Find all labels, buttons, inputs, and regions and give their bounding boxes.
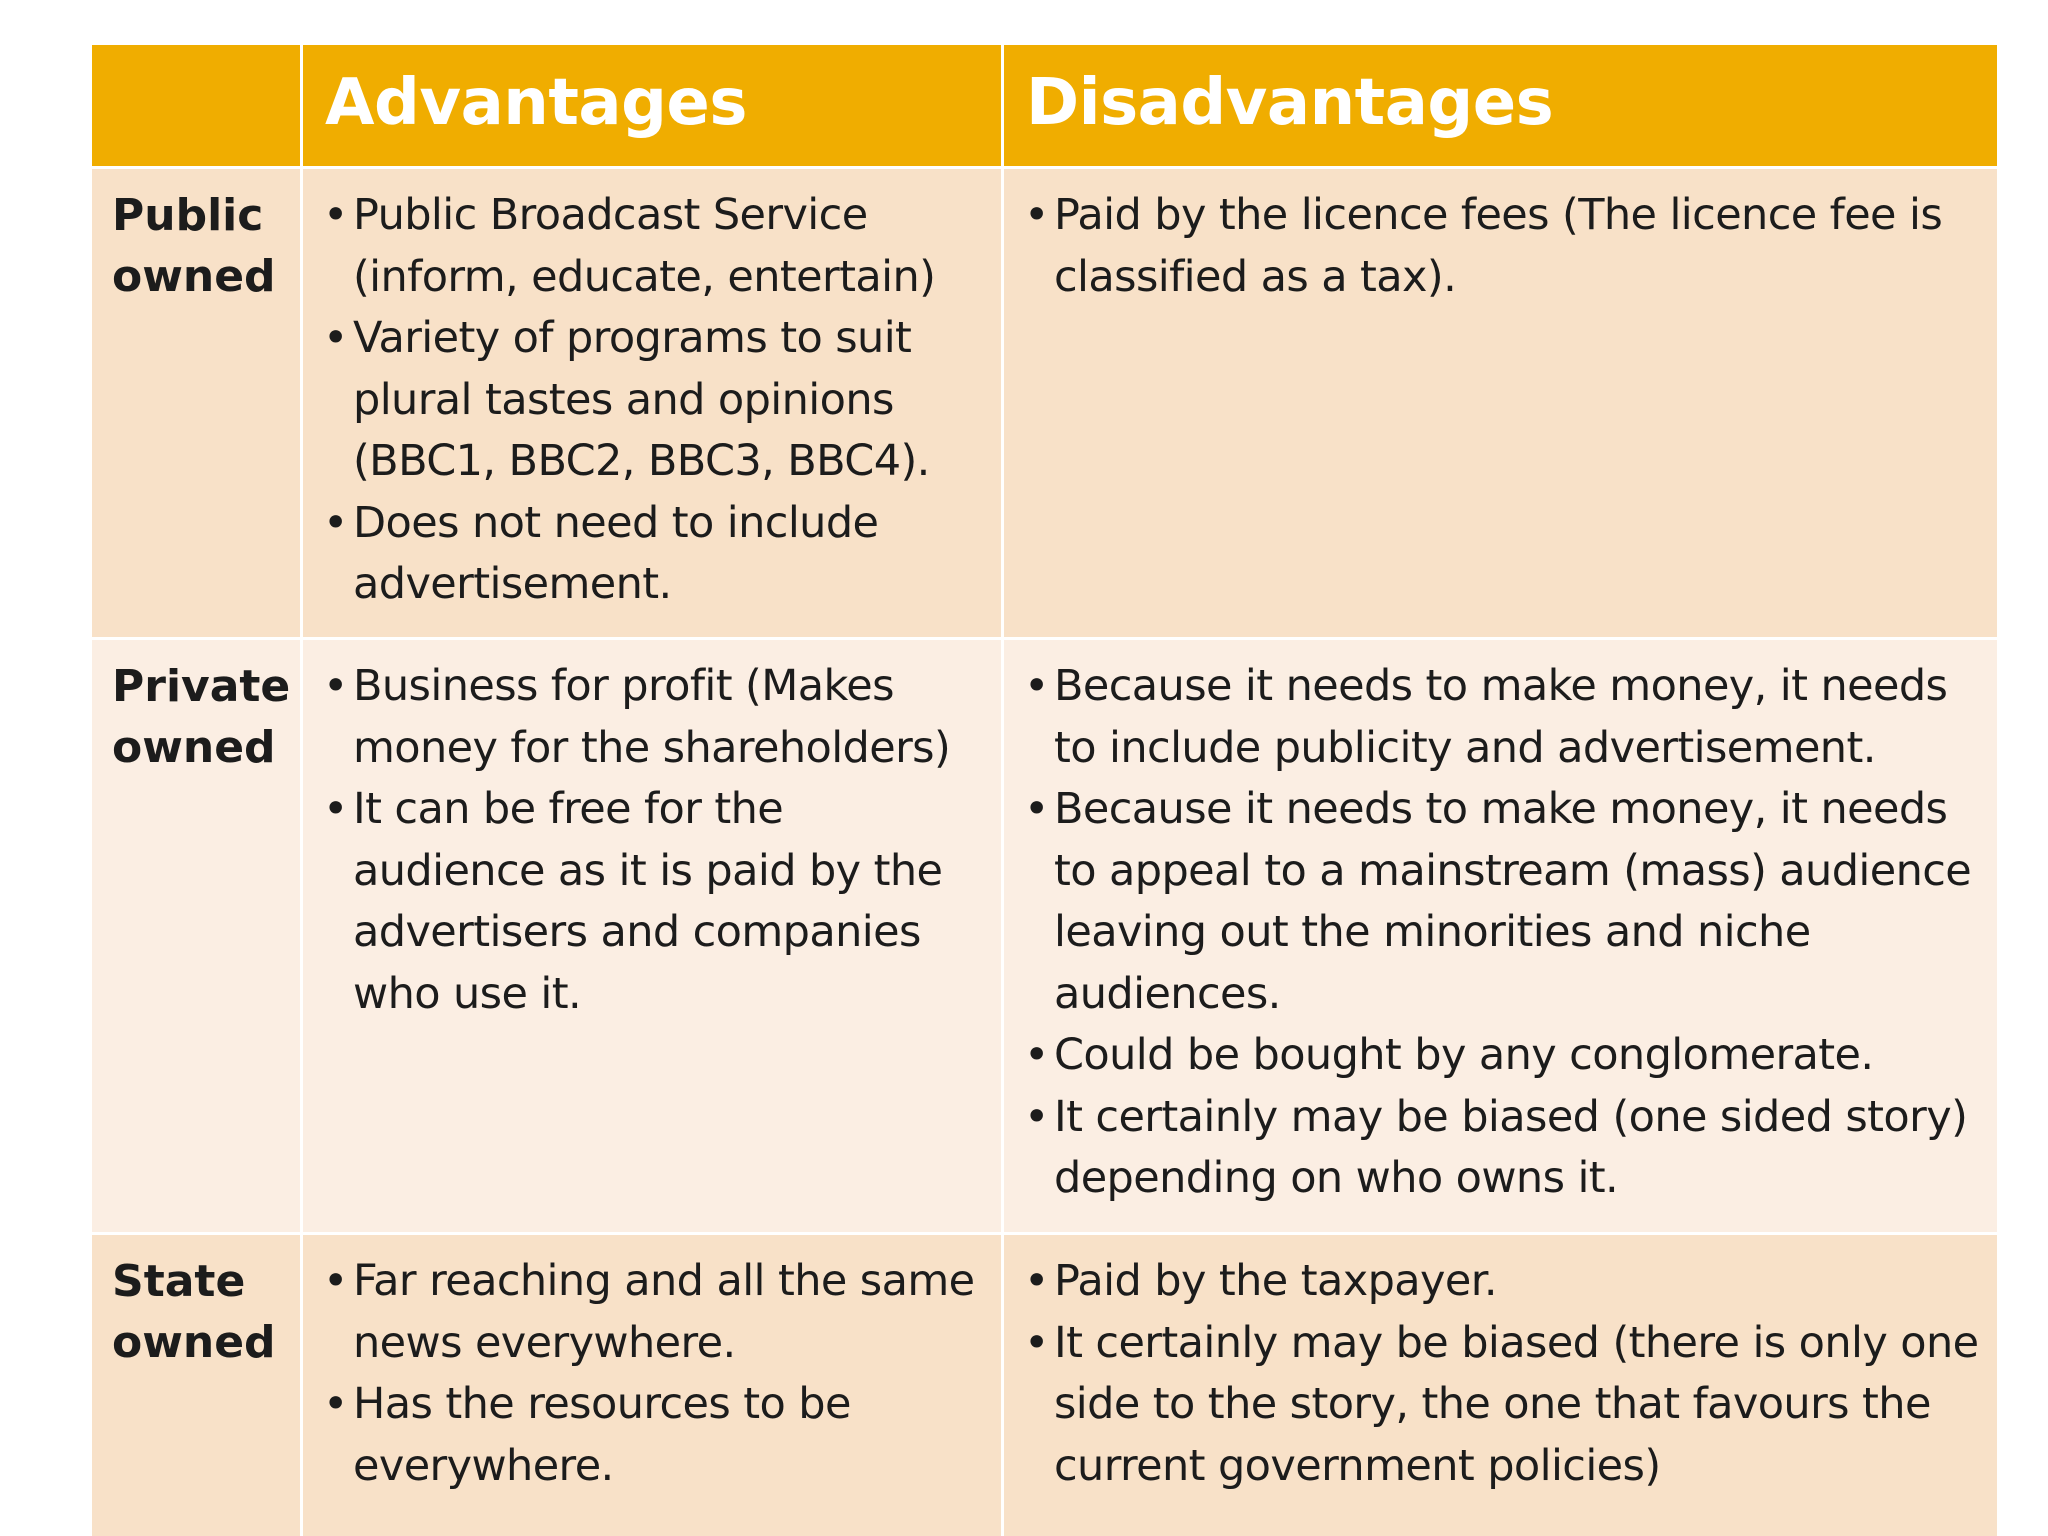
private-owned-disadvantages-list xyxy=(1024,656,1983,1210)
bullet-item: • Could be bought by any conglomerate. xyxy=(1024,1025,1983,1087)
bullet-item: • Business for profit (Makes money for the shareholders) xyxy=(323,656,987,779)
row-private-owned xyxy=(91,639,1999,1234)
state-owned-disadvantages-cell xyxy=(1003,1234,1999,1536)
public-owned-advantages-cell xyxy=(302,168,1003,639)
row-label-state-owned: State owned xyxy=(91,1234,302,1536)
row-state-owned xyxy=(91,1234,1999,1536)
bullet-item: • Because it needs to make money, it needs to include publicity and advertisement. xyxy=(1024,656,1983,779)
private-owned-advantages-cell xyxy=(302,639,1003,1234)
bullet-item: • Variety of programs to suit plural tastes and opinions (BBC1, BBC2, BBC3, BBC4). xyxy=(323,308,987,493)
public-owned-disadvantages-cell xyxy=(1003,168,1999,639)
private-owned-disadvantages-cell xyxy=(1003,639,1999,1234)
bullet-item: • Has the resources to be everywhere. xyxy=(323,1374,987,1497)
row-public-owned xyxy=(91,168,1999,639)
state-owned-advantages-cell xyxy=(302,1234,1003,1536)
bullet-item: • It certainly may be biased (there is only one side to the story, the one that favours the current government policies) xyxy=(1024,1313,1983,1498)
row-label-private-owned: Private owned xyxy=(91,639,302,1234)
private-owned-advantages-list xyxy=(323,656,987,1025)
bullet-item: • It can be free for the audience as it is paid by the advertisers and companies who use it. xyxy=(323,779,987,1025)
bullet-item: • Far reaching and all the same news everywhere. xyxy=(323,1251,987,1374)
bullet-item: • Because it needs to make money, it needs to appeal to a mainstream (mass) audience leaving out the minorities and niche audiences. xyxy=(1024,779,1983,1025)
row-label-public-owned: Public owned xyxy=(91,168,302,639)
bullet-item: • Public Broadcast Service (inform, educate, entertain) xyxy=(323,185,987,308)
state-owned-advantages-list xyxy=(323,1251,987,1497)
header-row xyxy=(91,44,1999,168)
state-owned-disadvantages-list xyxy=(1024,1251,1983,1497)
public-owned-disadvantages-list xyxy=(1024,185,1983,308)
bullet-item: • Paid by the licence fees (The licence fee is classified as a tax). xyxy=(1024,185,1983,308)
public-owned-advantages-list xyxy=(323,185,987,616)
header-advantages: Advantages xyxy=(302,44,1003,168)
comparison-table xyxy=(89,42,2000,1536)
header-disadvantages: Disadvantages xyxy=(1003,44,1999,168)
bullet-item: • Does not need to include advertisement. xyxy=(323,493,987,616)
header-corner-cell xyxy=(91,44,302,168)
bullet-item: • It certainly may be biased (one sided story) depending on who owns it. xyxy=(1024,1087,1983,1210)
bullet-item: • Paid by the taxpayer. xyxy=(1024,1251,1983,1313)
